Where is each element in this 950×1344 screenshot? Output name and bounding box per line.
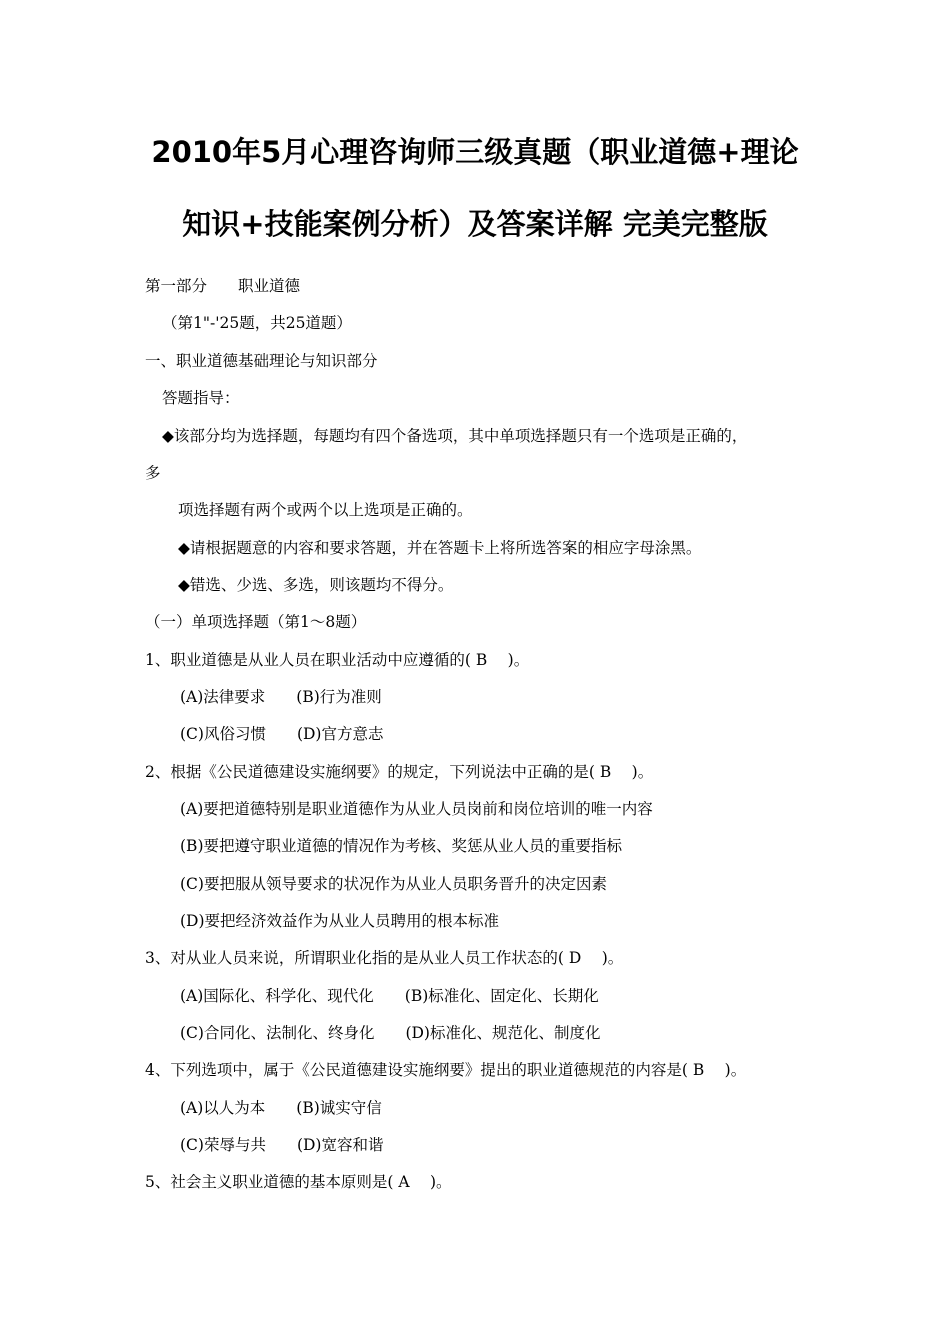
document-title-line-1: 2010年5月心理咨询师三级真题（职业道德+理论 [151, 135, 799, 169]
question-options: (C)荣辱与共 (D)宽容和谐 [180, 1136, 384, 1154]
question-options: (C)合同化、法制化、终身化 (D)标准化、规范化、制度化 [180, 1024, 601, 1042]
question-options: (A)以人为本 (B)诚实守信 [180, 1099, 382, 1117]
question-group-heading: （一）单项选择题（第1～8题） [145, 613, 367, 631]
question-option: (B)要把遵守职业道德的情况作为考核、奖惩从业人员的重要指标 [180, 837, 622, 855]
section-heading: 第一部分 职业道德 [145, 277, 301, 295]
question-text: 5、社会主义职业道德的基本原则是( A )。 [145, 1173, 452, 1191]
question-options: (A)国际化、科学化、现代化 (B)标准化、固定化、长期化 [180, 987, 599, 1005]
instruction-item: ◆该部分均为选择题，每题均有四个备选项，其中单项选择题只有一个选项是正确的， [162, 427, 748, 445]
question-option: (D)要把经济效益作为从业人员聘用的根本标准 [180, 912, 500, 930]
section-scope: （第1"-'25题，共25道题） [162, 314, 352, 332]
instruction-item: ◆错选、少选、多选，则该题均不得分。 [178, 576, 454, 594]
instruction-item: ◆请根据题意的内容和要求答题，并在答题卡上将所选答案的相应字母涂黑。 [178, 539, 702, 557]
question-option: (A)要把道德特别是职业道德作为从业人员岗前和岗位培训的唯一内容 [180, 800, 653, 818]
question-options: (A)法律要求 (B)行为准则 [180, 688, 382, 706]
question-options: (C)风俗习惯 (D)官方意志 [180, 725, 384, 743]
instruction-wrap: 多 [145, 464, 161, 482]
instruction-continuation: 项选择题有两个或两个以上选项是正确的。 [178, 501, 473, 519]
document-title-line-2: 知识+技能案例分析）及答案详解 完美完整版 [182, 207, 768, 241]
question-text: 3、对从业人员来说，所谓职业化指的是从业人员工作状态的( D )。 [145, 949, 624, 967]
instructions-heading: 答题指导： [162, 389, 240, 407]
question-text: 1、职业道德是从业人员在职业活动中应遵循的( B )。 [145, 651, 530, 669]
subsection-heading: 一、职业道德基础理论与知识部分 [145, 352, 378, 370]
question-text: 2、根据《公民道德建设实施纲要》的规定，下列说法中正确的是( B )。 [145, 763, 654, 781]
question-text: 4、下列选项中，属于《公民道德建设实施纲要》提出的职业道德规范的内容是( B )。 [145, 1061, 747, 1079]
question-option: (C)要把服从领导要求的状况作为从业人员职务晋升的决定因素 [180, 875, 607, 893]
